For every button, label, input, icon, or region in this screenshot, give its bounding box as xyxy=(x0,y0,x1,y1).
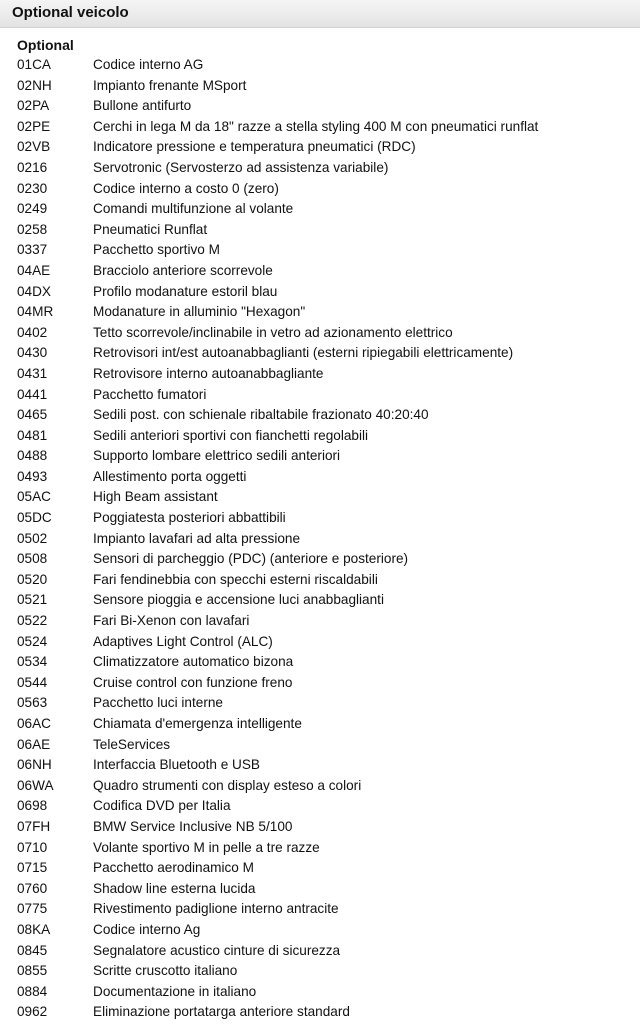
option-code: 0522 xyxy=(17,613,48,629)
option-row xyxy=(0,590,640,611)
option-description: Pacchetto aerodinamico M xyxy=(93,860,254,876)
option-code: 01CA xyxy=(17,57,52,72)
option-description: Profilo modanature estoril blau xyxy=(93,283,278,299)
option-code: 0855 xyxy=(17,963,48,979)
option-code: 0337 xyxy=(17,242,48,258)
option-row xyxy=(0,570,640,591)
option-code: 0534 xyxy=(17,654,48,670)
option-code: 0402 xyxy=(17,324,48,340)
option-description: Pacchetto luci interne xyxy=(93,695,223,711)
option-description: Comandi multifunzione al volante xyxy=(93,201,294,217)
option-description: Volante sportivo M in pelle a tre razze xyxy=(93,839,320,855)
option-code: 0493 xyxy=(17,468,48,484)
option-description: Documentazione in italiano xyxy=(93,983,257,999)
option-description: Codifica DVD per Italia xyxy=(93,798,231,814)
section-title: Optional xyxy=(17,37,74,53)
option-description: Fari Bi-Xenon con lavafari xyxy=(93,613,250,629)
option-row xyxy=(0,240,640,261)
option-code: 0502 xyxy=(17,530,48,546)
option-row xyxy=(0,879,640,900)
header-bar xyxy=(0,0,640,28)
option-code: 0563 xyxy=(17,695,48,711)
option-row xyxy=(0,632,640,653)
option-row xyxy=(0,426,640,447)
option-row xyxy=(0,179,640,200)
option-code: 0524 xyxy=(17,633,48,649)
option-description: Servotronic (Servosterzo ad assistenza variabile) xyxy=(93,159,389,175)
option-row xyxy=(0,735,640,756)
option-description: Adaptives Light Control (ALC) xyxy=(93,633,273,649)
option-code: 04DX xyxy=(17,283,52,299)
option-code: 0508 xyxy=(17,551,48,567)
option-description: Climatizzatore automatico bizona xyxy=(93,654,294,670)
option-row xyxy=(0,302,640,323)
option-description: Sedili anteriori sportivi con fianchetti regolabili xyxy=(93,427,369,443)
option-row xyxy=(0,673,640,694)
option-row xyxy=(0,364,640,385)
option-description: Rivestimento padiglione interno antracite xyxy=(93,901,339,917)
option-code: 0715 xyxy=(17,860,48,876)
option-row xyxy=(0,323,640,344)
option-description: Allestimento porta oggetti xyxy=(93,468,247,484)
option-code: 05AC xyxy=(17,489,52,505)
option-code: 0760 xyxy=(17,880,48,896)
option-description: Sensore pioggia e accensione luci anabbaglianti xyxy=(93,592,384,608)
option-code: 0465 xyxy=(17,407,48,423)
option-description: Bullone antifurto xyxy=(93,98,192,114)
option-row xyxy=(0,158,640,179)
option-description: Bracciolo anteriore scorrevole xyxy=(93,262,273,278)
option-row xyxy=(0,838,640,859)
option-row xyxy=(0,796,640,817)
option-description: Codice interno Ag xyxy=(93,921,201,937)
option-description: Codice interno AG xyxy=(93,57,204,72)
option-row xyxy=(0,487,640,508)
option-description: Indicatore pressione e temperatura pneumatici (RDC) xyxy=(93,139,416,155)
option-row xyxy=(0,755,640,776)
option-row xyxy=(0,137,640,158)
option-row xyxy=(0,117,640,138)
option-code: 0230 xyxy=(17,180,48,196)
option-row xyxy=(0,611,640,632)
option-description: Supporto lombare elettrico sedili anteriori xyxy=(93,448,341,464)
option-row xyxy=(0,446,640,467)
option-row xyxy=(0,261,640,282)
option-code: 0216 xyxy=(17,159,48,175)
option-code: 0488 xyxy=(17,448,48,464)
option-description: Pacchetto fumatori xyxy=(93,386,207,402)
option-description: Modanature in alluminio "Hexagon" xyxy=(93,304,306,320)
option-row xyxy=(0,693,640,714)
option-description: Tetto scorrevole/inclinabile in vetro ad azionamento elettrico xyxy=(93,324,453,340)
option-description: TeleServices xyxy=(93,736,171,752)
option-code: 02NH xyxy=(17,77,52,93)
option-description: Interfaccia Bluetooth e USB xyxy=(93,757,260,773)
option-code: 0258 xyxy=(17,221,48,237)
option-row xyxy=(0,96,640,117)
option-description: Pacchetto sportivo M xyxy=(93,242,220,258)
option-code: 0441 xyxy=(17,386,48,402)
option-description: Chiamata d'emergenza intelligente xyxy=(93,716,302,731)
option-row xyxy=(0,652,640,673)
option-row xyxy=(0,817,640,838)
option-code: 0710 xyxy=(17,839,48,855)
option-code: 0249 xyxy=(17,201,48,217)
option-code: 0698 xyxy=(17,798,48,814)
option-code: 0544 xyxy=(17,674,48,690)
option-description: Fari fendinebbia con specchi esterni riscaldabili xyxy=(93,571,378,587)
option-row xyxy=(0,982,640,1003)
option-row xyxy=(0,55,640,76)
option-code: 0884 xyxy=(17,983,48,999)
option-row xyxy=(0,899,640,920)
option-row xyxy=(0,385,640,406)
option-code: 02VB xyxy=(17,139,51,155)
option-description: Poggiatesta posteriori abbattibili xyxy=(93,510,286,526)
option-row xyxy=(0,467,640,488)
option-code: 0775 xyxy=(17,901,48,917)
option-code: 02PA xyxy=(17,98,50,114)
option-row xyxy=(0,549,640,570)
option-code: 0520 xyxy=(17,571,48,587)
option-description: High Beam assistant xyxy=(93,489,218,505)
option-code: 02PE xyxy=(17,118,51,134)
option-code: 0481 xyxy=(17,427,48,443)
option-row xyxy=(0,714,640,735)
options-list xyxy=(0,55,640,1023)
option-code: 07FH xyxy=(17,818,51,834)
option-row xyxy=(0,941,640,962)
option-code: 04MR xyxy=(17,304,54,320)
option-description: Impianto frenante MSport xyxy=(93,77,247,93)
page-title: Optional veicolo xyxy=(12,4,129,21)
option-description: Quadro strumenti con display esteso a colori xyxy=(93,777,362,793)
option-description: Scritte cruscotto italiano xyxy=(93,963,238,979)
option-row xyxy=(0,220,640,241)
option-row xyxy=(0,529,640,550)
option-description: Segnalatore acustico cinture di sicurezza xyxy=(93,942,341,958)
option-description: Sedili post. con schienale ribaltabile frazionato 40:20:40 xyxy=(93,407,429,423)
option-row xyxy=(0,776,640,797)
option-code: 06AE xyxy=(17,736,51,752)
option-row xyxy=(0,961,640,982)
option-description: Eliminazione portatarga anteriore standard xyxy=(93,1004,350,1020)
option-code: 06NH xyxy=(17,757,52,773)
option-row xyxy=(0,508,640,529)
option-code: 06AC xyxy=(17,716,52,731)
option-code: 0430 xyxy=(17,345,48,361)
option-code: 06WA xyxy=(17,777,54,793)
option-code: 05DC xyxy=(17,510,52,526)
option-code: 04AE xyxy=(17,262,51,278)
option-row xyxy=(0,282,640,303)
option-description: BMW Service Inclusive NB 5/100 xyxy=(93,818,293,834)
option-code: 0521 xyxy=(17,592,48,608)
option-row xyxy=(0,199,640,220)
option-description: Sensori di parcheggio (PDC) (anteriore e posteriore) xyxy=(93,551,409,567)
option-code: 0431 xyxy=(17,365,48,381)
option-code: 0962 xyxy=(17,1004,48,1020)
option-description: Pneumatici Runflat xyxy=(93,221,208,237)
option-code: 08KA xyxy=(17,921,51,937)
option-description: Impianto lavafari ad alta pressione xyxy=(93,530,301,546)
option-description: Retrovisori int/est autoanabbaglianti (esterni ripiegabili elettricamente) xyxy=(93,345,514,361)
option-row xyxy=(0,920,640,941)
option-description: Cerchi in lega M da 18" razze a stella styling 400 M con pneumatici runflat xyxy=(93,118,539,134)
option-row xyxy=(0,343,640,364)
option-description: Cruise control con funzione freno xyxy=(93,674,293,690)
option-row xyxy=(0,76,640,97)
option-row xyxy=(0,858,640,879)
option-code: 0845 xyxy=(17,942,48,958)
option-description: Retrovisore interno autoanabbagliante xyxy=(93,365,324,381)
option-description: Codice interno a costo 0 (zero) xyxy=(93,180,279,196)
option-description: Shadow line esterna lucida xyxy=(93,880,256,896)
option-row xyxy=(0,405,640,426)
option-row xyxy=(0,1002,640,1023)
